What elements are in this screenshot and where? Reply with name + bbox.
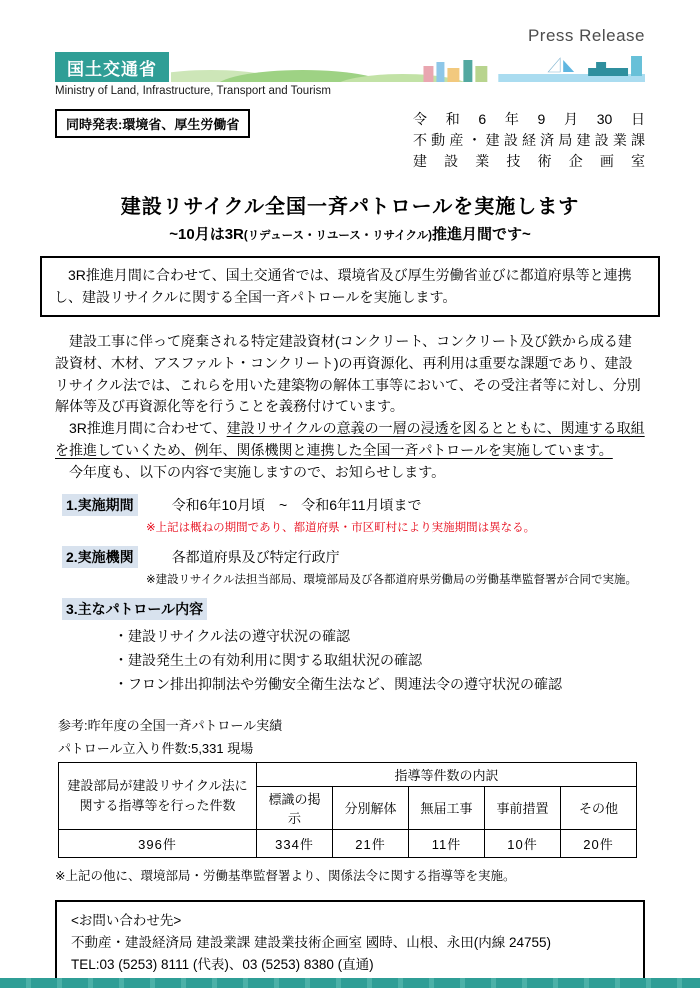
document-subtitle <box>0 223 700 244</box>
body-text <box>55 331 645 483</box>
paragraph-1: 建設工事に伴って廃棄される特定建設資材(コンクリート、コンクリート及び鉄から成る建設資材、木材、アスファルト・コンクリート)の再資源化、再利用は重要な課題であり、建設リサイクル法では、これらを用いた建築物の解体工事等において、その受注者等に対し、分別解体等及び再資源化等を行うことを義務付けています。 <box>55 333 641 415</box>
section-patrol-contents-heading: 3.主なパトロール内容 <box>62 598 207 620</box>
release-date: 令和6年9月30日 <box>413 111 645 127</box>
contact-line-1: 不動産・建設経済局 建設業課 建設業技術企画室 國時、山根、永田(内線 24755) <box>71 934 552 950</box>
subtitle-right: 推進月間です~ <box>431 226 531 243</box>
subtitle-small: (リデュース・リユース・リサイクル) <box>243 230 432 242</box>
patrol-bullet-1: ・建設リサイクル法の遵守状況の確認 <box>114 628 351 645</box>
patrol-contents-list <box>114 625 645 696</box>
section-period-heading: 1.実施期間 <box>62 494 138 516</box>
section-organizations-content: 各都道府県及び特定行政庁 <box>171 549 340 566</box>
table-col-header: その他 <box>561 786 637 829</box>
section-patrol-contents <box>62 598 645 696</box>
section-period <box>62 494 645 535</box>
table-col-header: 無届工事 <box>409 786 485 829</box>
table-col-header: 標識の掲示 <box>257 786 333 829</box>
document-title: 建設リサイクル全国一斉パトロールを実施します <box>120 196 580 218</box>
table-value: 11件 <box>409 829 485 857</box>
table-row <box>59 829 637 857</box>
date-block <box>413 109 645 172</box>
table-value: 10件 <box>485 829 561 857</box>
section-organizations-note: ※建設リサイクル法担当部局、環境部局及び各都道府県労働局の労働基準監督署が合同で実施。 <box>146 574 638 587</box>
table-row <box>59 762 637 786</box>
paragraph-2-underlined: 建設リサイクルの意義の一層の浸透を図るとともに、関連する取組を推進していくため、例年、関係機関と連携した全国一斉パトロールを実施しています。 <box>55 420 645 458</box>
section-organizations <box>62 546 645 587</box>
ministry-logo <box>55 52 169 82</box>
ministry-name-english: Ministry of Land, Infrastructure, Transport and Tourism <box>55 85 331 97</box>
subtitle-left: ~10月は3R <box>169 226 244 243</box>
table-group-header: 指導等件数の内訳 <box>257 762 637 786</box>
contact-box <box>55 900 645 989</box>
bureau-name: 不動産・建設経済局建設業課 <box>413 132 645 148</box>
cityscape-illustration <box>171 52 645 82</box>
paragraph-2 <box>55 418 645 461</box>
footer-bar <box>0 978 700 988</box>
paragraph-2-prefix: 3R推進月間に合わせて、 <box>55 420 227 437</box>
patrol-count-line: パトロール立入り件数:5,331 現場 <box>58 740 254 756</box>
ministry-logo-row <box>55 52 645 82</box>
section-organizations-heading: 2.実施機関 <box>62 546 138 568</box>
table-col-header: 事前措置 <box>485 786 561 829</box>
joint-announcement-box: 同時発表:環境省、厚生労働省 <box>55 109 250 138</box>
reference-heading: 参考:昨年度の全国一斉パトロール実績 <box>58 717 283 733</box>
table-value: 334件 <box>257 829 333 857</box>
office-name: 建設業技術企画室 <box>413 153 645 169</box>
section-period-content: 令和6年10月頃 ~ 令和6年11月頃まで <box>171 497 422 514</box>
patrol-bullet-2: ・建設発生土の有効利用に関する取組状況の確認 <box>114 651 422 668</box>
summary-box: 3R推進月間に合わせて、国土交通省では、環境省及び厚生労働省並びに都道府県等と連携し、建設リサイクルに関する全国一斉パトロールを実施します。 <box>40 256 660 317</box>
patrol-results-table <box>58 762 637 858</box>
table-note: ※上記の他に、環境部局・労働基準監督署より、関係法令に関する指導等を実施。 <box>55 868 516 883</box>
press-release-label: Press Release <box>527 26 645 45</box>
table-left-header: 建設部局が建設リサイクル法に関する指導等を行った件数 <box>59 762 257 829</box>
table-left-value: 396件 <box>59 829 257 857</box>
contact-line-2: TEL:03 (5253) 8111 (代表)、03 (5253) 8380 (直通) <box>71 957 374 973</box>
patrol-bullet-3: ・フロン排出抑制法や労働安全衛生法など、関連法令の遵守状況の確認 <box>114 675 562 692</box>
section-period-note: ※上記は概ねの期間であり、都道府県・市区町村により実施期間は異なる。 <box>146 522 536 535</box>
paragraph-3: 今年度も、以下の内容で実施しますので、お知らせします。 <box>55 463 446 480</box>
table-value: 21件 <box>333 829 409 857</box>
ministry-logo-text: 国土交通省 <box>67 59 157 79</box>
reference-block <box>55 715 645 884</box>
table-col-header: 分別解体 <box>333 786 409 829</box>
contact-heading: <お問い合わせ先> <box>71 912 182 928</box>
header-info-row <box>55 109 645 172</box>
table-value: 20件 <box>561 829 637 857</box>
